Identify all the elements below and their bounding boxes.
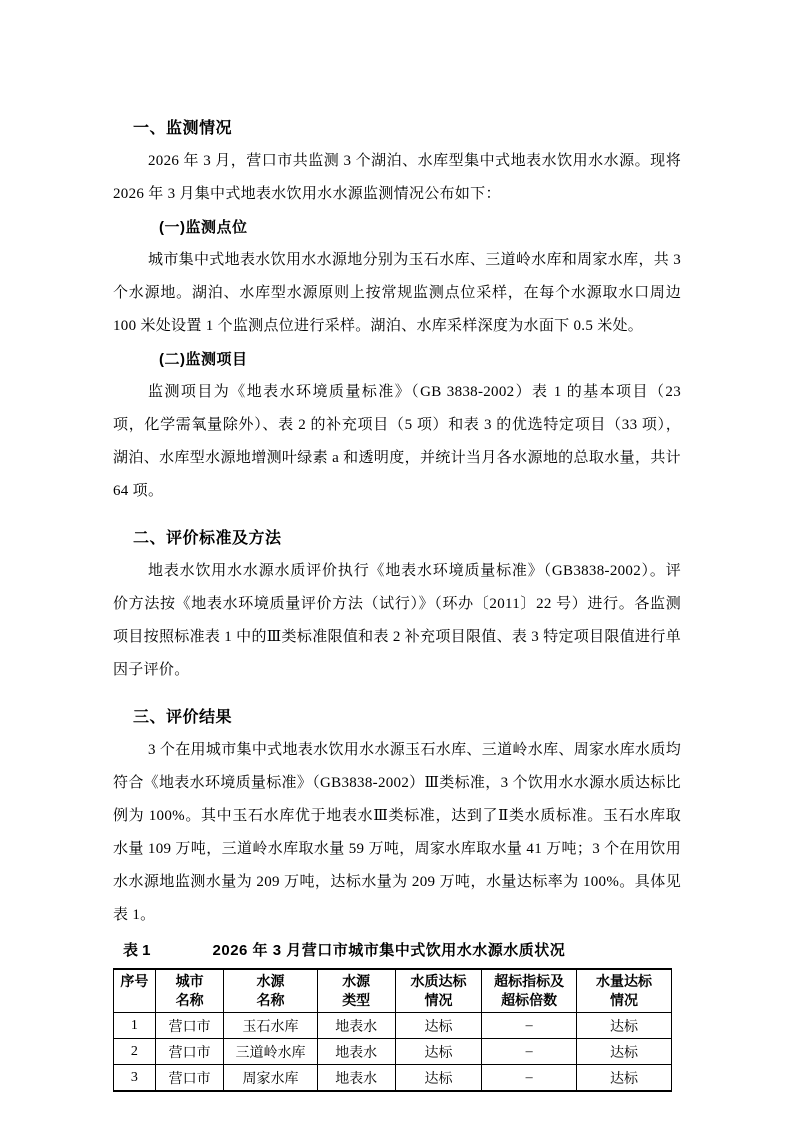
cell-serial: 2 [114,1039,156,1065]
section-2-heading: 二、评价标准及方法 [133,530,282,547]
cell-volume-compliance: 达标 [577,1065,672,1092]
table-row [114,1013,672,1039]
section-2-paragraph: 地表水饮用水水源水质评价执行《地表水环境质量标准》（GB3838-2002）。评价方法按《地表水环境质量评价方法（试行）》（环办〔2011〕22 号）进行。各监测项目按照标准表 1 中的Ⅲ类标准限值和表 2 补充项目限值、表 3 特定项目限值进行单因子评价。 [113,563,681,678]
cell-exceedance: – [482,1065,577,1092]
header-source-name: 水源 名称 [224,969,317,1013]
subsection-1-2-paragraph: 监测项目为《地表水环境质量标准》（GB 3838-2002）表 1 的基本项目（23 项，化学需氧量除外）、表 2 的补充项目（5 项）和表 3 的优选特定项目（33 项），湖泊、水库型水源地增测叶绿素 a 和透明度，并统计当月各水源地的总取水量，共计 64 项。 [113,384,681,499]
cell-source-type: 地表水 [317,1065,395,1092]
section-1-paragraph-1: 2026 年 3 月，营口市共监测 3 个湖泊、水库型集中式地表水饮用水水源。现将 2026 年 3 月集中式地表水饮用水水源监测情况公布如下： [113,153,681,202]
section-1-heading: 一、监测情况 [133,120,233,137]
water-quality-table [113,968,672,1092]
header-source-type: 水源 类型 [317,969,395,1013]
header-quality-compliance: 水质达标 情况 [395,969,481,1013]
cell-city: 营口市 [155,1013,224,1039]
subsection-1-1-paragraph: 城市集中式地表水饮用水水源地分别为玉石水库、三道岭水库和周家水库，共 3 个水源地。湖泊、水库型水源原则上按常规监测点位采样，在每个水源取水口周边 100 米处设置 1 个监测点位进行采样。湖泊、水库采样深度为水面下 0.5 米处。 [113,252,681,334]
cell-quality-compliance: 达标 [395,1065,481,1092]
subsection-1-1-heading: (一)监测点位 [159,219,248,236]
cell-source-name: 周家水库 [224,1065,317,1092]
section-3-heading: 三、评价结果 [133,709,233,726]
header-volume-compliance: 水量达标 情况 [577,969,672,1013]
cell-serial: 3 [114,1065,156,1092]
cell-quality-compliance: 达标 [395,1013,481,1039]
cell-exceedance: – [482,1039,577,1065]
cell-city: 营口市 [155,1039,224,1065]
cell-exceedance: – [482,1013,577,1039]
table-caption [113,934,681,967]
table-row [114,1039,672,1065]
cell-volume-compliance: 达标 [577,1013,672,1039]
cell-source-name: 三道岭水库 [224,1039,317,1065]
cell-source-name: 玉石水库 [224,1013,317,1039]
cell-source-type: 地表水 [317,1039,395,1065]
cell-quality-compliance: 达标 [395,1039,481,1065]
cell-source-type: 地表水 [317,1013,395,1039]
cell-city: 营口市 [155,1065,224,1092]
cell-serial: 1 [114,1013,156,1039]
header-serial-number: 序号 [114,969,156,1013]
cell-volume-compliance: 达标 [577,1039,672,1065]
table-header-row [114,969,672,1013]
subsection-1-2-heading: (二)监测项目 [159,351,248,368]
table-caption-label: 表 1 [123,942,151,959]
section-3-paragraph: 3 个在用城市集中式地表水饮用水水源玉石水库、三道岭水库、周家水库水质均符合《地表水环境质量标准》（GB3838-2002）Ⅲ类标准，3 个饮用水水源水质达标比例为 100%。其中玉石水库优于地表水Ⅲ类标准，达到了Ⅱ类水质标准。玉石水库取水量 109 万吨，三道岭水库取水量 59 万吨，周家水库取水量 41 万吨；3 个在用饮用水水源地监测水量为 209 万吨，达标水量为 209 万吨，水量达标率为 100%。具体见表 1。 [113,742,681,923]
table-row [114,1065,672,1092]
header-exceedance-indicators: 超标指标及 超标倍数 [482,969,577,1013]
header-city-name: 城市 名称 [155,969,224,1013]
table-caption-title: 2026 年 3 月营口市城市集中式饮用水水源水质状况 [212,942,566,959]
